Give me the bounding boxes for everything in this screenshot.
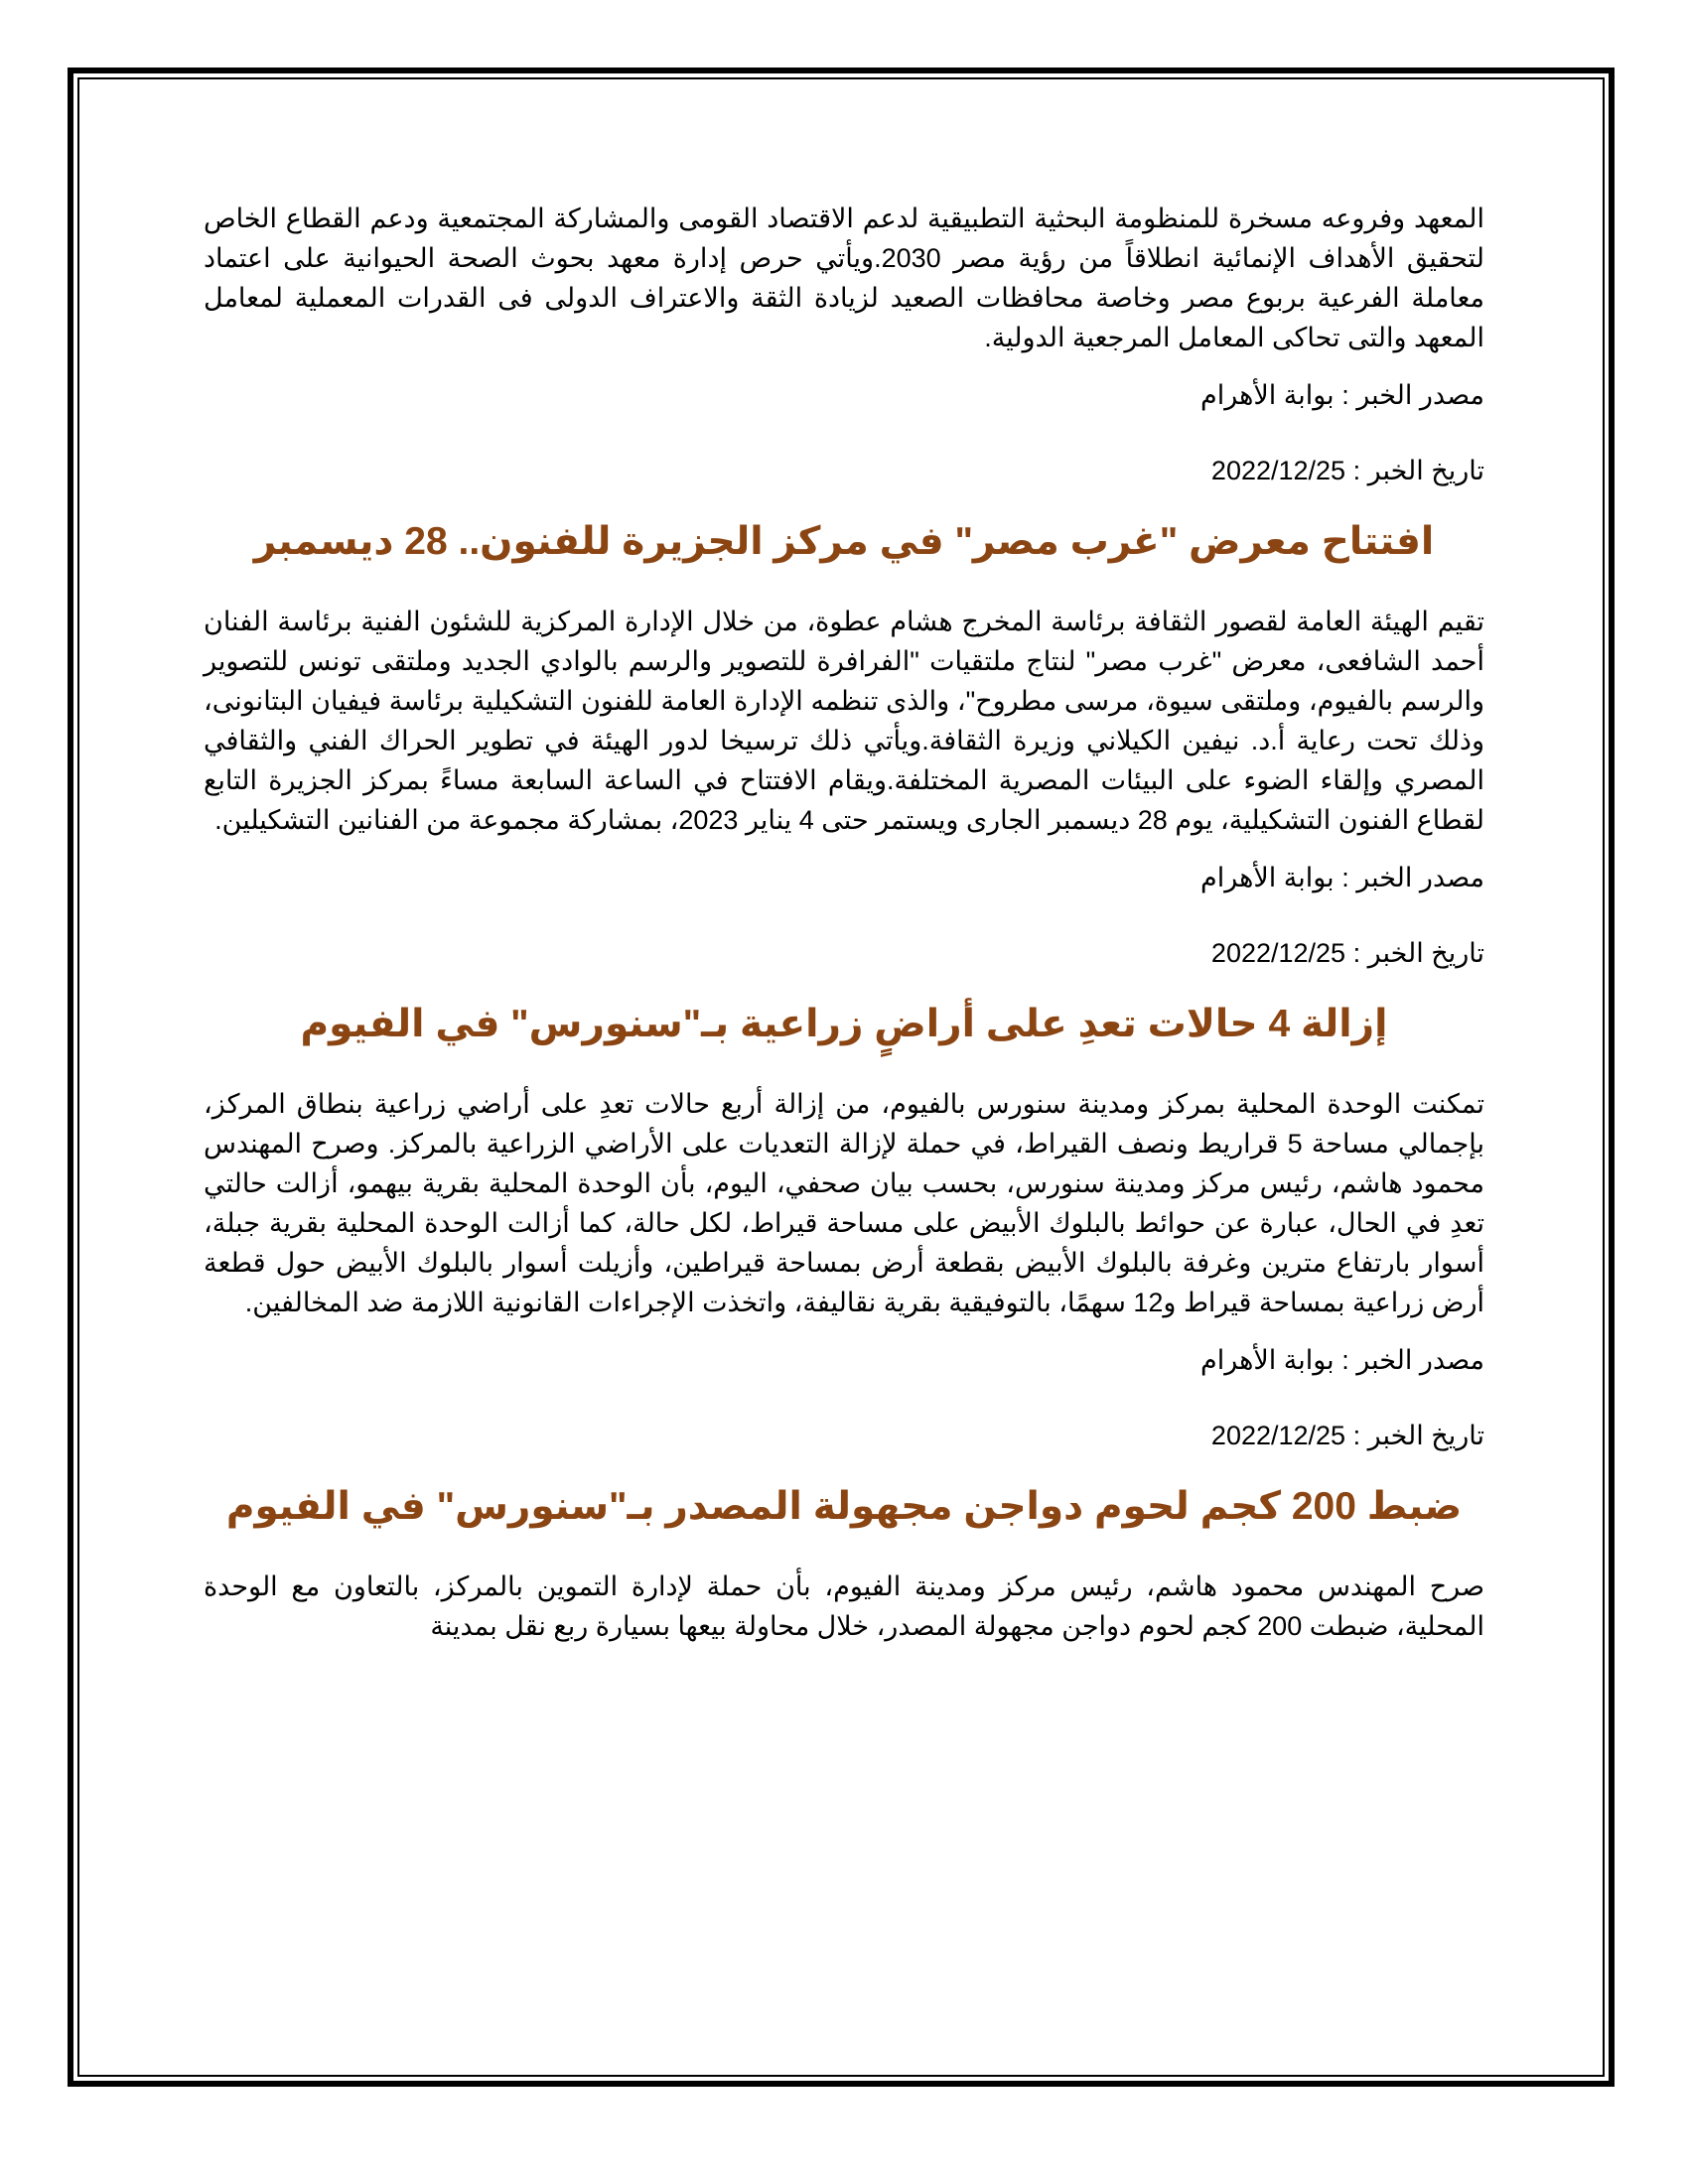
article-headline: افتتاح معرض "غرب مصر" في مركز الجزيرة للفنون.. 28 ديسمبر bbox=[253, 520, 1435, 563]
news-source: مصدر الخبر : بوابة الأهرام bbox=[1199, 1345, 1484, 1375]
article-paragraph: تمكنت الوحدة المحلية بمركز ومدينة سنورس بالفيوم، من إزالة أربع حالات تعدِ على أراضي زراعية بنطاق المركز، بإجمالي مساحة 5 قراريط ونصف القيراط، في حملة لإزالة التعديات على الأراضي الزراعية بالمركز. وصرح المهندس محمود هاشم، رئيس مركز ومدينة سنورس، بحسب بيان صحفي، اليوم، بأن الوحدة المحلية بقرية بيهمو، أزالت حالتي تعدِ في الحال، عبارة عن حوائط بالبلوك الأبيض على مساحة قيراط، لكل حالة، كما أزالت الوحدة المحلية بقرية جبلة، أسوار بارتفاع مترين وغرفة بالبلوك الأبيض بقطعة أرض بمساحة قيراطين، وأزيلت أسوار بالبلوك الأبيض حول قطعة أرض زراعية بمساحة قيراط و12 سهمًا، بالتوفيقية بقرية نقاليفة، واتخذت الإجراءات القانونية اللازمة ضد المخالفين. bbox=[204, 1089, 1484, 1317]
article-land-encroachment bbox=[204, 999, 1484, 1455]
intro-paragraph: المعهد وفروعه مسخرة للمنظومة البحثية التطبيقية لدعم الاقتصاد القومى والمشاركة المجتمعية ودعم القطاع الخاص لتحقيق الأهداف الإنمائية انطلاقاً من رؤية مصر 2030.ويأتي حرص إدارة معهد بحوث الصحة الحيوانية على اعتماد معاملة الفرعية بربوع مصر وخاصة محافظات الصعيد لزيادة الثقة والاعتراف الدولى فى القدرات المعملية لمعامل المعهد والتى تحاكى المعامل المرجعية الدولية. bbox=[204, 204, 1485, 352]
news-date: تاريخ الخبر : 2022/12/25 bbox=[1210, 1421, 1484, 1450]
document-body bbox=[204, 199, 1484, 1646]
intro-section bbox=[204, 199, 1484, 490]
article-paragraph: صرح المهندس محمود هاشم، رئيس مركز ومدينة الفيوم، بأن حملة لإدارة التموين بالمركز، بالتعاون مع الوحدة المحلية، ضبطت 200 كجم لحوم دواجن مجهولة المصدر، خلال محاولة بيعها بسيارة ربع نقل بمدينة bbox=[204, 1571, 1484, 1641]
article-gallery-opening bbox=[204, 516, 1484, 973]
news-source: مصدر الخبر : بوابة الأهرام bbox=[1199, 863, 1484, 892]
news-date: تاريخ الخبر : 2022/12/25 bbox=[1210, 456, 1484, 485]
article-headline: ضبط 200 كجم لحوم دواجن مجهولة المصدر بـ"سنورس" في الفيوم bbox=[225, 1485, 1463, 1528]
article-paragraph: تقيم الهيئة العامة لقصور الثقافة برئاسة المخرج هشام عطوة، من خلال الإدارة المركزية للشئون الفنية برئاسة الفنان أحمد الشافعى، معرض "غرب مصر" لنتاج ملتقيات "الفرافرة للتصوير والرسم بالوادي الجديد وملتقى تونس للتصوير والرسم بالفيوم، وملتقى سيوة، مرسى مطروح"، والذى تنظمه الإدارة العامة للفنون التشكيلية برئاسة فيفيان البتانونى، وذلك تحت رعاية أ.د. نيفين الكيلاني وزيرة الثقافة.ويأتي ذلك ترسيخا لدور الهيئة في تطوير الحراك الفني والثقافي المصري وإلقاء الضوء على البيئات المصرية المختلفة.ويقام الافتتاح في الساعة السابعة مساءً بمركز الجزيرة التابع لقطاع الفنون التشكيلية، يوم 28 ديسمبر الجارى ويستمر حتى 4 يناير 2023، بمشاركة مجموعة من الفنانين التشكيلين. bbox=[204, 607, 1484, 835]
article-poultry-seizure bbox=[204, 1481, 1484, 1646]
news-date: تاريخ الخبر : 2022/12/25 bbox=[1210, 938, 1484, 968]
news-source: مصدر الخبر : بوابة الأهرام bbox=[1199, 380, 1484, 410]
article-headline: إزالة 4 حالات تعدِ على أراضٍ زراعية بـ"سنورس" في الفيوم bbox=[300, 1003, 1388, 1045]
